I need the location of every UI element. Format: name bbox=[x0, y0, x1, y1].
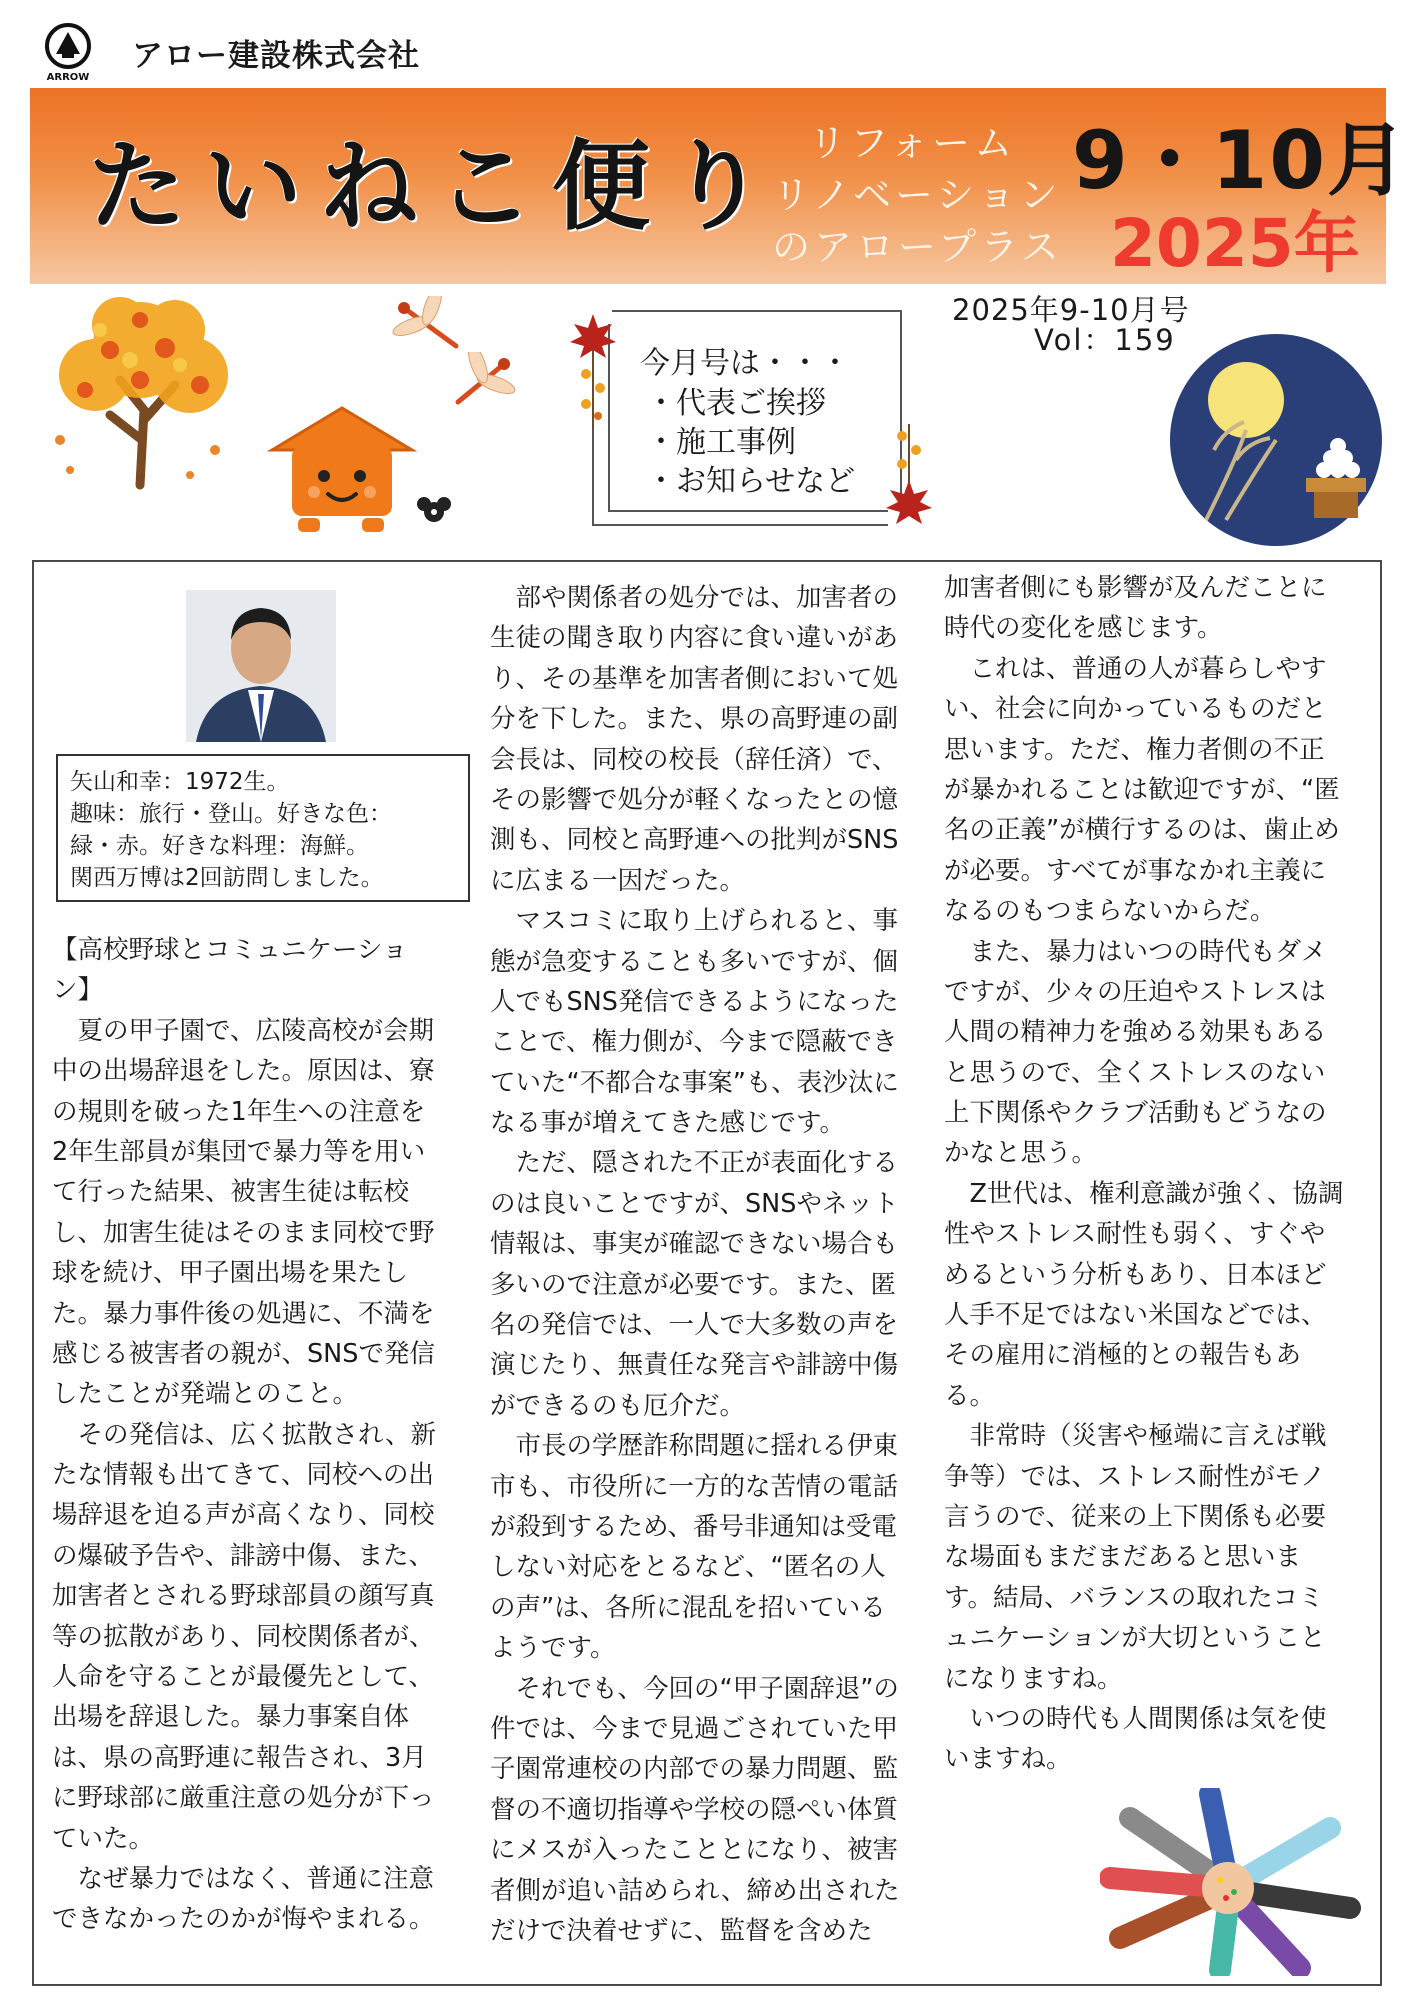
article-column-3 bbox=[944, 568, 1374, 1780]
article-line: 人命を守ることが最優先として、 bbox=[52, 1662, 434, 1693]
article-line: 件では、今まで見過ごされていた甲 bbox=[490, 1713, 899, 1744]
article-line: 非常時（災害や極端に言えば戦 bbox=[944, 1421, 1327, 1452]
contents-heading: 今月号は・・・ bbox=[640, 346, 850, 381]
article-line: が暴かれることは歓迎ですが、“匿 bbox=[944, 774, 1340, 805]
article-column-2 bbox=[490, 578, 930, 1951]
article-line: の規則を破った1年生への注意を bbox=[52, 1096, 426, 1127]
article-line: 争等）では、ストレス耐性がモノ bbox=[944, 1461, 1326, 1492]
article-line: が必要。すべてが事なかれ主義に bbox=[944, 855, 1326, 886]
article-line: と思うので、全くストレスのない bbox=[944, 1057, 1326, 1088]
article-line: 督の不適切指導や学校の隠ぺい体質 bbox=[490, 1794, 899, 1825]
article-line: なるのもつまらないからだ。 bbox=[944, 896, 1276, 927]
article-line: なぜ暴力ではなく、普通に注意 bbox=[52, 1863, 434, 1894]
article-line: 人手不足ではない米国などでは、 bbox=[944, 1300, 1327, 1331]
article-line: したことが発端とのこと。 bbox=[52, 1379, 359, 1410]
article-line: これは、普通の人が暮らしやす bbox=[944, 653, 1327, 684]
logo-text: ARROW bbox=[46, 72, 90, 82]
article-line: ていた“不都合な事案”も、表沙汰に bbox=[490, 1067, 899, 1098]
contents-item: ・施工事例 bbox=[646, 425, 796, 460]
article-line: の爆破予告や、誹謗中傷、また、 bbox=[52, 1540, 434, 1571]
article-line: 名の正義”が横行するのは、歯止め bbox=[944, 815, 1340, 846]
article-line: り、その基準を加害者側において処 bbox=[490, 663, 899, 694]
tagline-line-3: のアロープラス bbox=[772, 225, 1063, 269]
article-line: 加害者側にも影響が及んだことに bbox=[944, 573, 1327, 603]
article-line: 性やストレス耐性も弱く、すぐや bbox=[944, 1219, 1326, 1250]
article-line: 中の出場辞退をした。原因は、寮 bbox=[52, 1056, 435, 1087]
hands-together-icon bbox=[1100, 1788, 1362, 1976]
article-line: な場面もまだまだあると思いま bbox=[944, 1542, 1302, 1573]
article-line: ようです。 bbox=[490, 1633, 616, 1664]
moon-viewing-icon bbox=[1166, 330, 1386, 550]
author-profile bbox=[56, 754, 470, 902]
newsletter-title: たいねこ便り bbox=[88, 129, 785, 244]
article-line: い、社会に向かっているものだと bbox=[944, 694, 1327, 725]
dragonfly-icon bbox=[390, 296, 470, 356]
article-line: できなかったのかが悔やまれる。 bbox=[52, 1904, 435, 1935]
article-line: 人でもSNS発信できるようになった bbox=[490, 986, 899, 1017]
author-photo bbox=[186, 590, 336, 742]
article-line: ことで、権力側が、今まで隠蔽でき bbox=[490, 1027, 898, 1058]
article-line: ただ、隠された不正が表面化する bbox=[490, 1148, 899, 1179]
article-line: 思います。ただ、権力者側の不正 bbox=[944, 734, 1325, 765]
article-line: 測も、同校と高野連への批判がSNS bbox=[490, 825, 899, 856]
article-line: 態が急変することも多いですが、個 bbox=[490, 946, 899, 977]
article-line: た。暴力事件後の処遇に、不満を bbox=[52, 1298, 435, 1329]
article-line: 加害者とされる野球部員の顔写真 bbox=[52, 1581, 435, 1612]
article-line: 者側が追い詰められ、締め出された bbox=[490, 1875, 900, 1906]
article-line: 分を下した。また、県の高野連の副 bbox=[490, 704, 899, 735]
issue-year: 2025年 bbox=[1110, 205, 1360, 282]
issue-month: 9・10月 bbox=[1072, 114, 1409, 207]
article-line: 2年生部員が集団で暴力等を用い bbox=[52, 1136, 426, 1167]
profile-line: 趣味：旅行・登山。好きな色： bbox=[70, 801, 392, 827]
article-line: 場辞退を迫る声が高くなり、同校 bbox=[52, 1500, 435, 1531]
article-line: その発信は、広く拡散され、新 bbox=[52, 1419, 437, 1450]
issue-volume: Vol：159 bbox=[1034, 323, 1176, 357]
article-line: 出場を辞退した。暴力事案自体 bbox=[52, 1702, 410, 1733]
profile-line: 矢山和幸：1972生。 bbox=[70, 769, 290, 795]
article-line: しない対応をとるなど、“匿名の人 bbox=[490, 1552, 886, 1583]
article-line: 多いので注意が必要です。また、匿 bbox=[490, 1269, 896, 1300]
article-line: が殺到するため、番号非通知は受電 bbox=[490, 1511, 897, 1542]
tagline-line-2: リノベーション bbox=[772, 173, 1062, 217]
contents-item: ・お知らせなど bbox=[646, 464, 856, 499]
article-line: 演じたり、無責任な発言や誹謗中傷 bbox=[490, 1350, 899, 1381]
article-line: 時代の変化を感じます。 bbox=[944, 613, 1223, 644]
maple-leaf-icon bbox=[884, 420, 934, 530]
issue-date: 2025年9-10月号 bbox=[952, 293, 1190, 327]
article-line: のは良いことですが、SNSやネット bbox=[490, 1188, 899, 1219]
article-line: 等の拡散があり、同校関係者が、 bbox=[52, 1621, 435, 1652]
article-line: ていた。 bbox=[52, 1823, 155, 1854]
article-line: にメスが入ったこととになり、被害 bbox=[490, 1835, 899, 1866]
article-line: また、暴力はいつの時代もダメ bbox=[944, 936, 1327, 967]
article-line: Z世代は、権利意識が強く、協調 bbox=[944, 1178, 1344, 1209]
arrow-logo-icon bbox=[40, 22, 96, 82]
profile-line: 緑・赤。好きな料理：海鮮。 bbox=[70, 833, 369, 859]
article-line: なる事が増えてきた感じです。 bbox=[490, 1108, 845, 1139]
tagline-line-1: リフォーム bbox=[808, 121, 1017, 165]
profile-line: 関西万博は2回訪問しました。 bbox=[70, 865, 384, 891]
article-line: 【高校野球とコミュニケーショ bbox=[52, 935, 408, 965]
article-line: だけで決着せずに、監督を含めた bbox=[490, 1915, 873, 1946]
article-line: 言うので、従来の上下関係も必要 bbox=[944, 1501, 1326, 1532]
article-line: 子園常連校の内部での暴力問題、監 bbox=[490, 1754, 899, 1785]
article-line: 市も、市役所に一方的な苦情の電話 bbox=[490, 1471, 899, 1502]
company-name: アロー建設株式会社 bbox=[132, 38, 420, 74]
article-line: 会長は、同校の校長（辞任済）で、 bbox=[490, 744, 898, 775]
article-line: マスコミに取り上げられると、事 bbox=[490, 906, 899, 937]
article-line: ン】 bbox=[52, 975, 104, 1006]
house-mascot-icon bbox=[262, 400, 462, 540]
article-line: に広まる一因だった。 bbox=[490, 865, 746, 896]
contents-item: ・代表ご挨拶 bbox=[646, 386, 826, 421]
article-line: し、加害生徒はそのまま同校で野 bbox=[52, 1217, 435, 1248]
article-line: いつの時代も人間関係は気を使 bbox=[944, 1703, 1327, 1734]
article-line: その影響で処分が軽くなったとの憶 bbox=[490, 784, 899, 815]
article-line: 名の発信では、一人で大多数の声を bbox=[490, 1310, 899, 1341]
article-line: の声”は、各所に混乱を招いている bbox=[490, 1592, 886, 1623]
article-line: いますね。 bbox=[944, 1744, 1072, 1775]
article-line: 生徒の聞き取り内容に食い違いがあ bbox=[490, 623, 899, 654]
article-line: 情報は、事実が確認できない場合も bbox=[490, 1229, 899, 1260]
article-line: たな情報も出てきて、同校への出 bbox=[52, 1460, 434, 1491]
article-line: かなと思う。 bbox=[944, 1138, 1098, 1169]
article-line: 部や関係者の処分では、加害者の bbox=[490, 583, 899, 613]
article-line: 人間の精神力を強める効果もある bbox=[944, 1017, 1327, 1048]
article-column-1 bbox=[52, 930, 472, 1940]
article-line: 球を続け、甲子園出場を果たし bbox=[52, 1258, 408, 1289]
article-line: 上下関係やクラブ活動もどうなの bbox=[944, 1098, 1327, 1129]
article-line: 感じる被害者の親が、SNSで発信 bbox=[52, 1338, 435, 1369]
maple-leaf-icon bbox=[568, 312, 618, 432]
article-line: 市長の学歴詐称問題に揺れる伊東 bbox=[490, 1431, 899, 1462]
article-line: ができるのも厄介だ。 bbox=[490, 1390, 746, 1421]
article-line: になりますね。 bbox=[944, 1663, 1123, 1694]
article-line: は、県の高野連に報告され、3月 bbox=[52, 1742, 427, 1773]
article-line: て行った結果、被害生徒は転校 bbox=[52, 1177, 410, 1208]
article-line: 夏の甲子園で、広陵高校が会期 bbox=[52, 1015, 434, 1046]
article-line: めるという分析もあり、日本ほど bbox=[944, 1259, 1327, 1290]
article-line: ュニケーションが大切ということ bbox=[944, 1623, 1326, 1654]
article-line: す。結局、バランスの取れたコミ bbox=[944, 1582, 1324, 1613]
article-line: それでも、今回の“甲子園辞退”の bbox=[490, 1673, 899, 1704]
article-line: その雇用に消極的との報告もあ bbox=[944, 1340, 1302, 1371]
article-line: ですが、少々の圧迫やストレスは bbox=[944, 976, 1326, 1007]
autumn-tree-icon bbox=[40, 290, 250, 490]
article-line: に野球部に厳重注意の処分が下っ bbox=[52, 1783, 435, 1814]
article-line: る。 bbox=[944, 1380, 996, 1411]
